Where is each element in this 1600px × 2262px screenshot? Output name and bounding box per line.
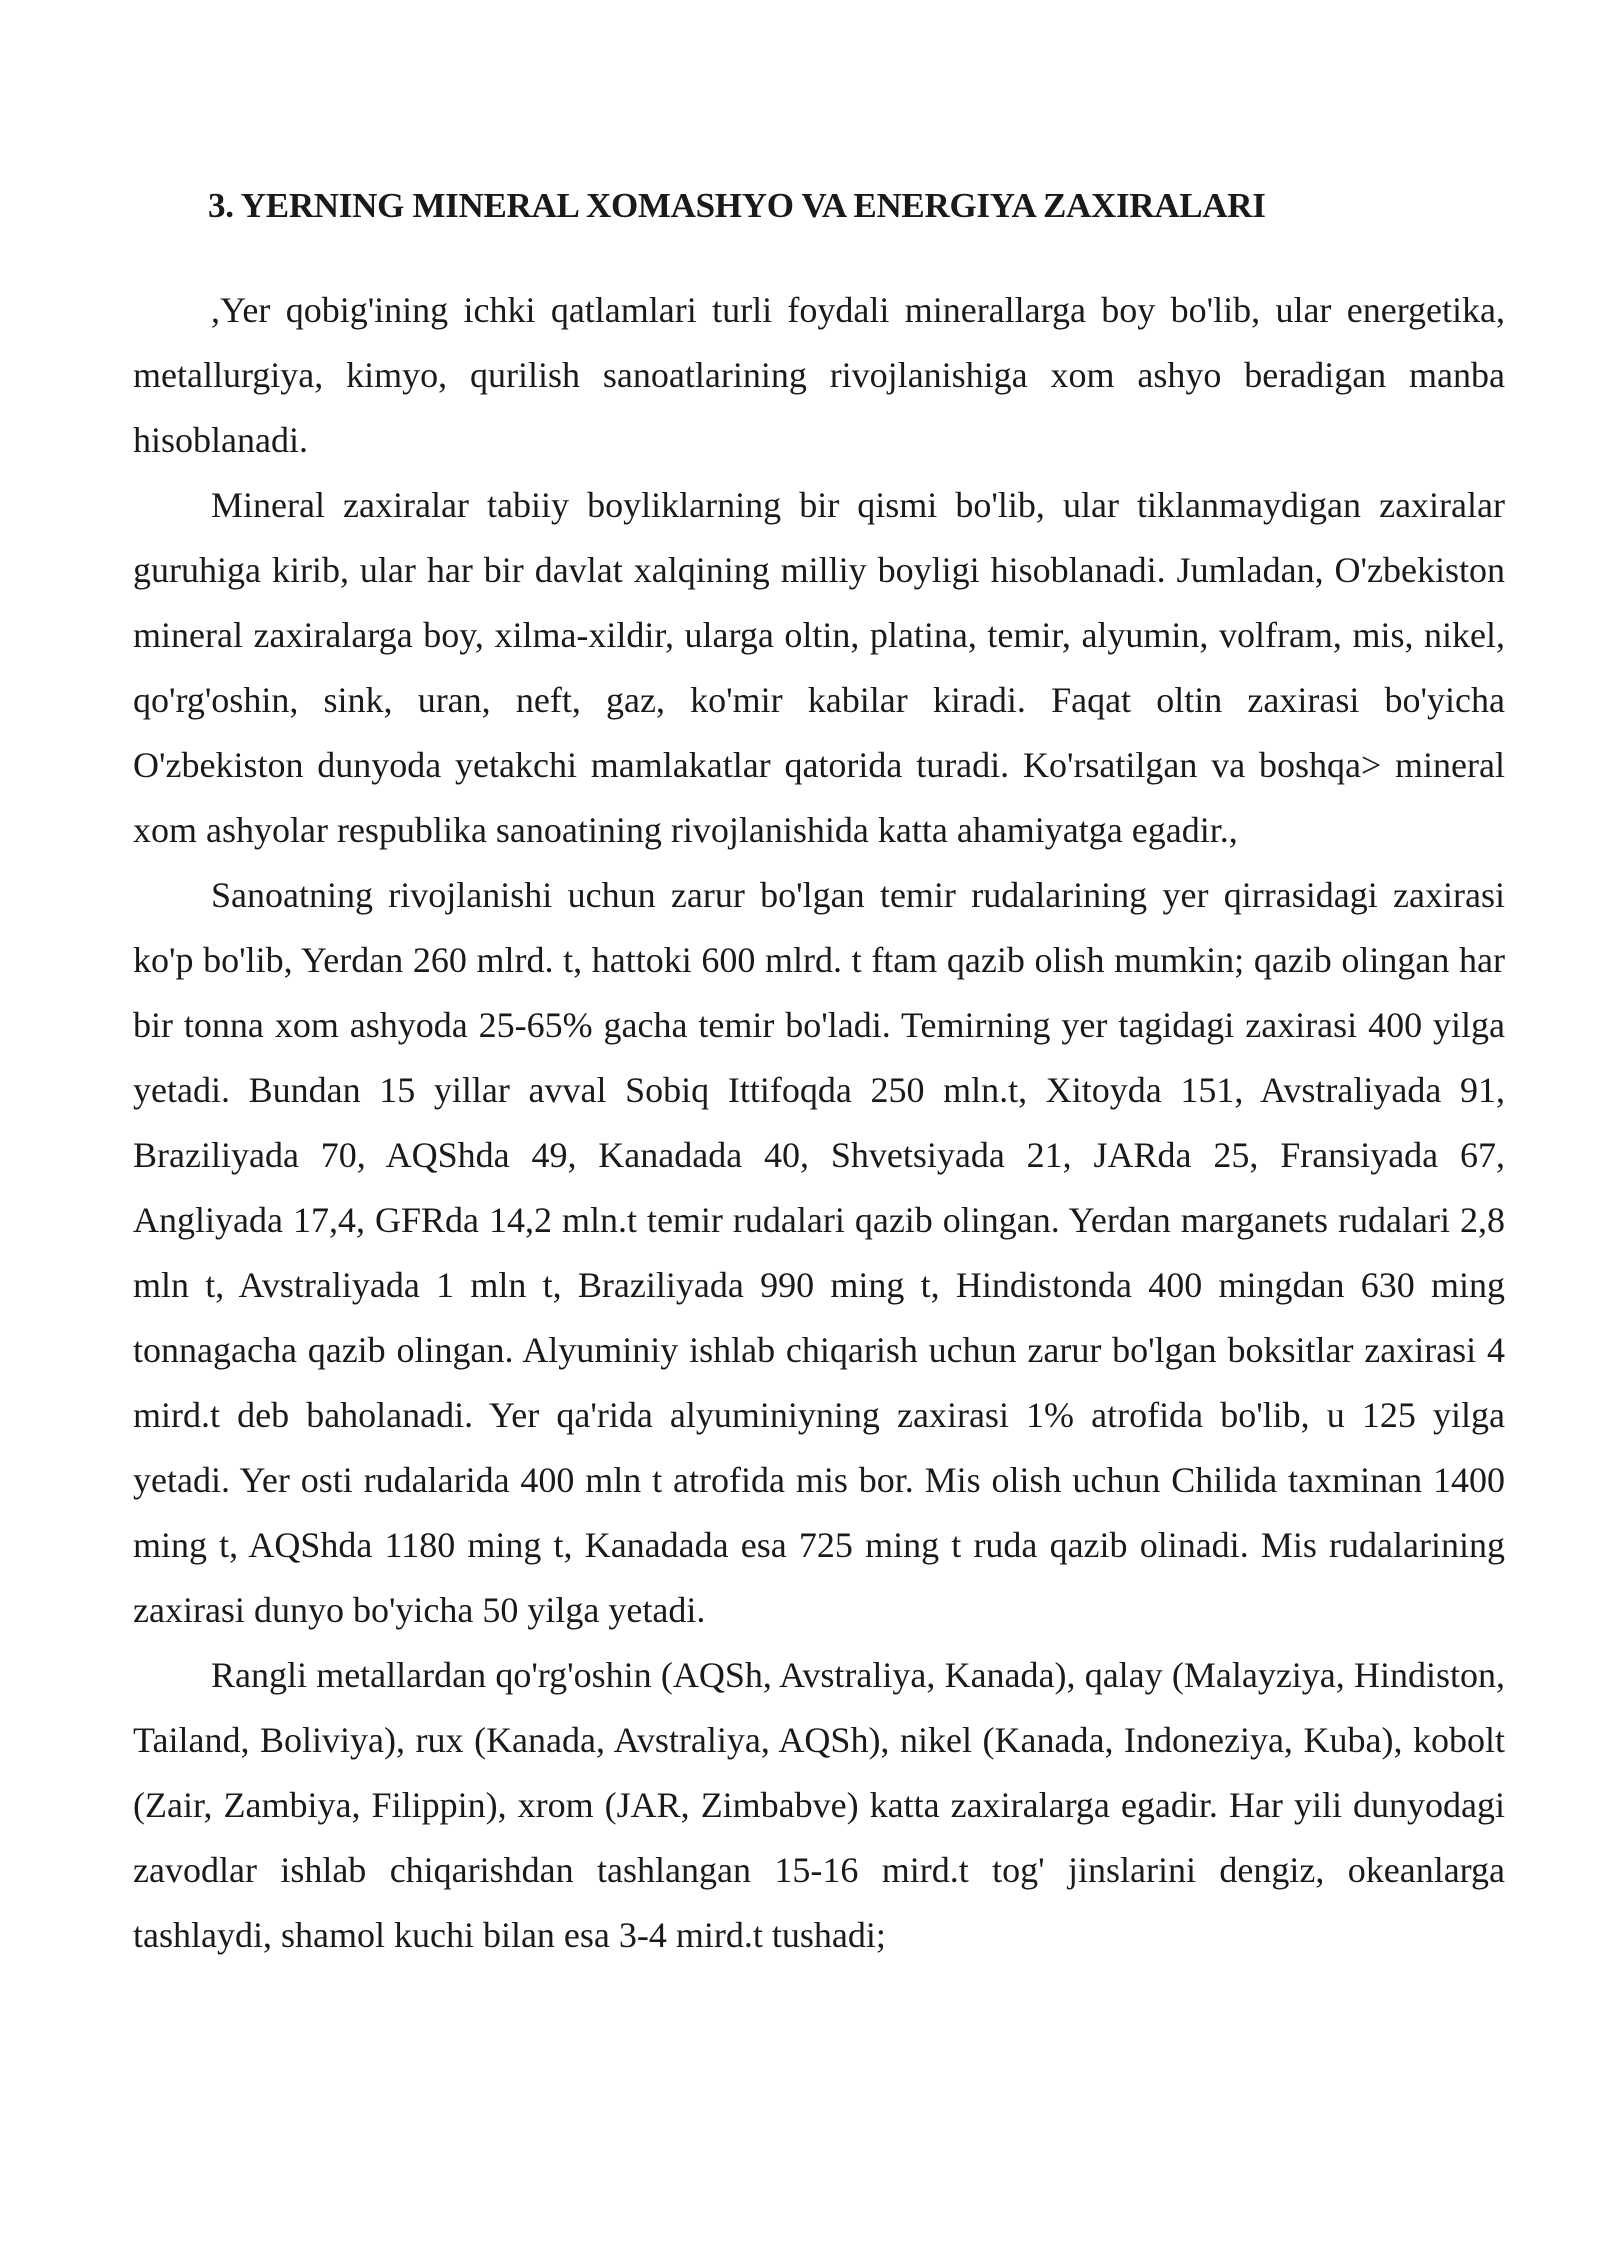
paragraph-iron-ore: Sanoatning rivojlanishi uchun zarur bo'lgan temir rudalarining yer qirrasidagi zaxirasi ko'p bo'lib, Yerdan 260 mlrd. t, hattoki 600 mlrd. t ftam qazib olish mumkin; qazib olingan har bir tonna xom ashyoda 25-65% gacha temir bo'ladi. Temirning yer tagidagi zaxirasi 400 yilga yetadi. Bundan 15 yillar avval Sobiq Ittifoqda 250 mln.t, Xitoyda 151, Avstraliyada 91, Braziliyada 70, AQShda 49, Kanadada 40, Shvetsiyada 21, JARda 25, Fransiyada 67, Angliyada 17,4, GFRda 14,2 mln.t temir rudalari qazib olingan. Yerdan marganets rudalari 2,8 mln t, Avstraliyada 1 mln t, Braziliyada 990 ming t, Hindistonda 400 mingdan 630 ming tonnagacha qazib olingan. Alyuminiy ishlab chiqarish uchun zarur bo'lgan boksitlar zaxirasi 4 mird.t deb baholanadi. Yer qa'rida alyuminiyning zaxirasi 1% atrofida bo'lib, u 125 yilga yetadi. Yer osti rudalarida 400 mln t atrofida mis bor. Mis olish uchun Chilida taxminan 1400 ming t, AQShda 1180 ming t, Kanadada esa 725 ming t ruda qazib olinadi. Mis rudalarining zaxirasi dunyo bo'yicha 50 yilga yetadi. [133, 875, 1505, 1630]
paragraph-mineral-reserves: Mineral zaxiralar tabiiy boyliklarning bir qismi bo'lib, ular tiklanmaydigan zaxiralar guruhiga kirib, ular har bir davlat xalqining milliy boyligi hisoblanadi. Jumladan, O'zbekiston mineral zaxiralarga boy, xilma-xildir, ularga oltin, platina, temir, alyumin, volfram, mis, nikel, qo'rg'oshin, sink, uran, neft, gaz, ko'mir kabilar kiradi. Faqat oltin zaxirasi bo'yicha O'zbekiston dunyoda yetakchi mamlakatlar qatorida turadi. Ko'rsatilgan va boshqa> mineral xom ashyolar respublika sanoatining rivojlanishida katta ahamiyatga egadir., [133, 485, 1505, 850]
paragraph-intro: ,Yer qobig'ining ichki qatlamlari turli foydali minerallarga boy bo'lib, ular energetika, metallurgiya, kimyo, qurilish sanoatlarining rivojlanishiga xom ashyo beradigan manba hisoblanadi. [133, 290, 1505, 460]
paragraph-nonferrous-metals: Rangli metallardan qo'rg'oshin (AQSh, Avstraliya, Kanada), qalay (Malayziya, Hindiston, Tailand, Boliviya), rux (Kanada, Avstraliya, AQSh), nikel (Kanada, Indoneziya, Kuba), kobolt (Zair, Zambiya, Filippin), xrom (JAR, Zimbabve) katta zaxiralarga egadir. Har yili dunyodagi zavodlar ishlab chiqarishdan tashlangan 15-16 mird.t tog' jinslarini dengiz, okeanlarga tashlaydi, shamol kuchi bilan esa 3-4 mird.t tushadi; [133, 1655, 1505, 1955]
body-text [133, 278, 1505, 1968]
section-heading: 3. YERNING MINERAL XOMASHYO VA ENERGIYA ZAXIRALARI [208, 186, 1266, 225]
